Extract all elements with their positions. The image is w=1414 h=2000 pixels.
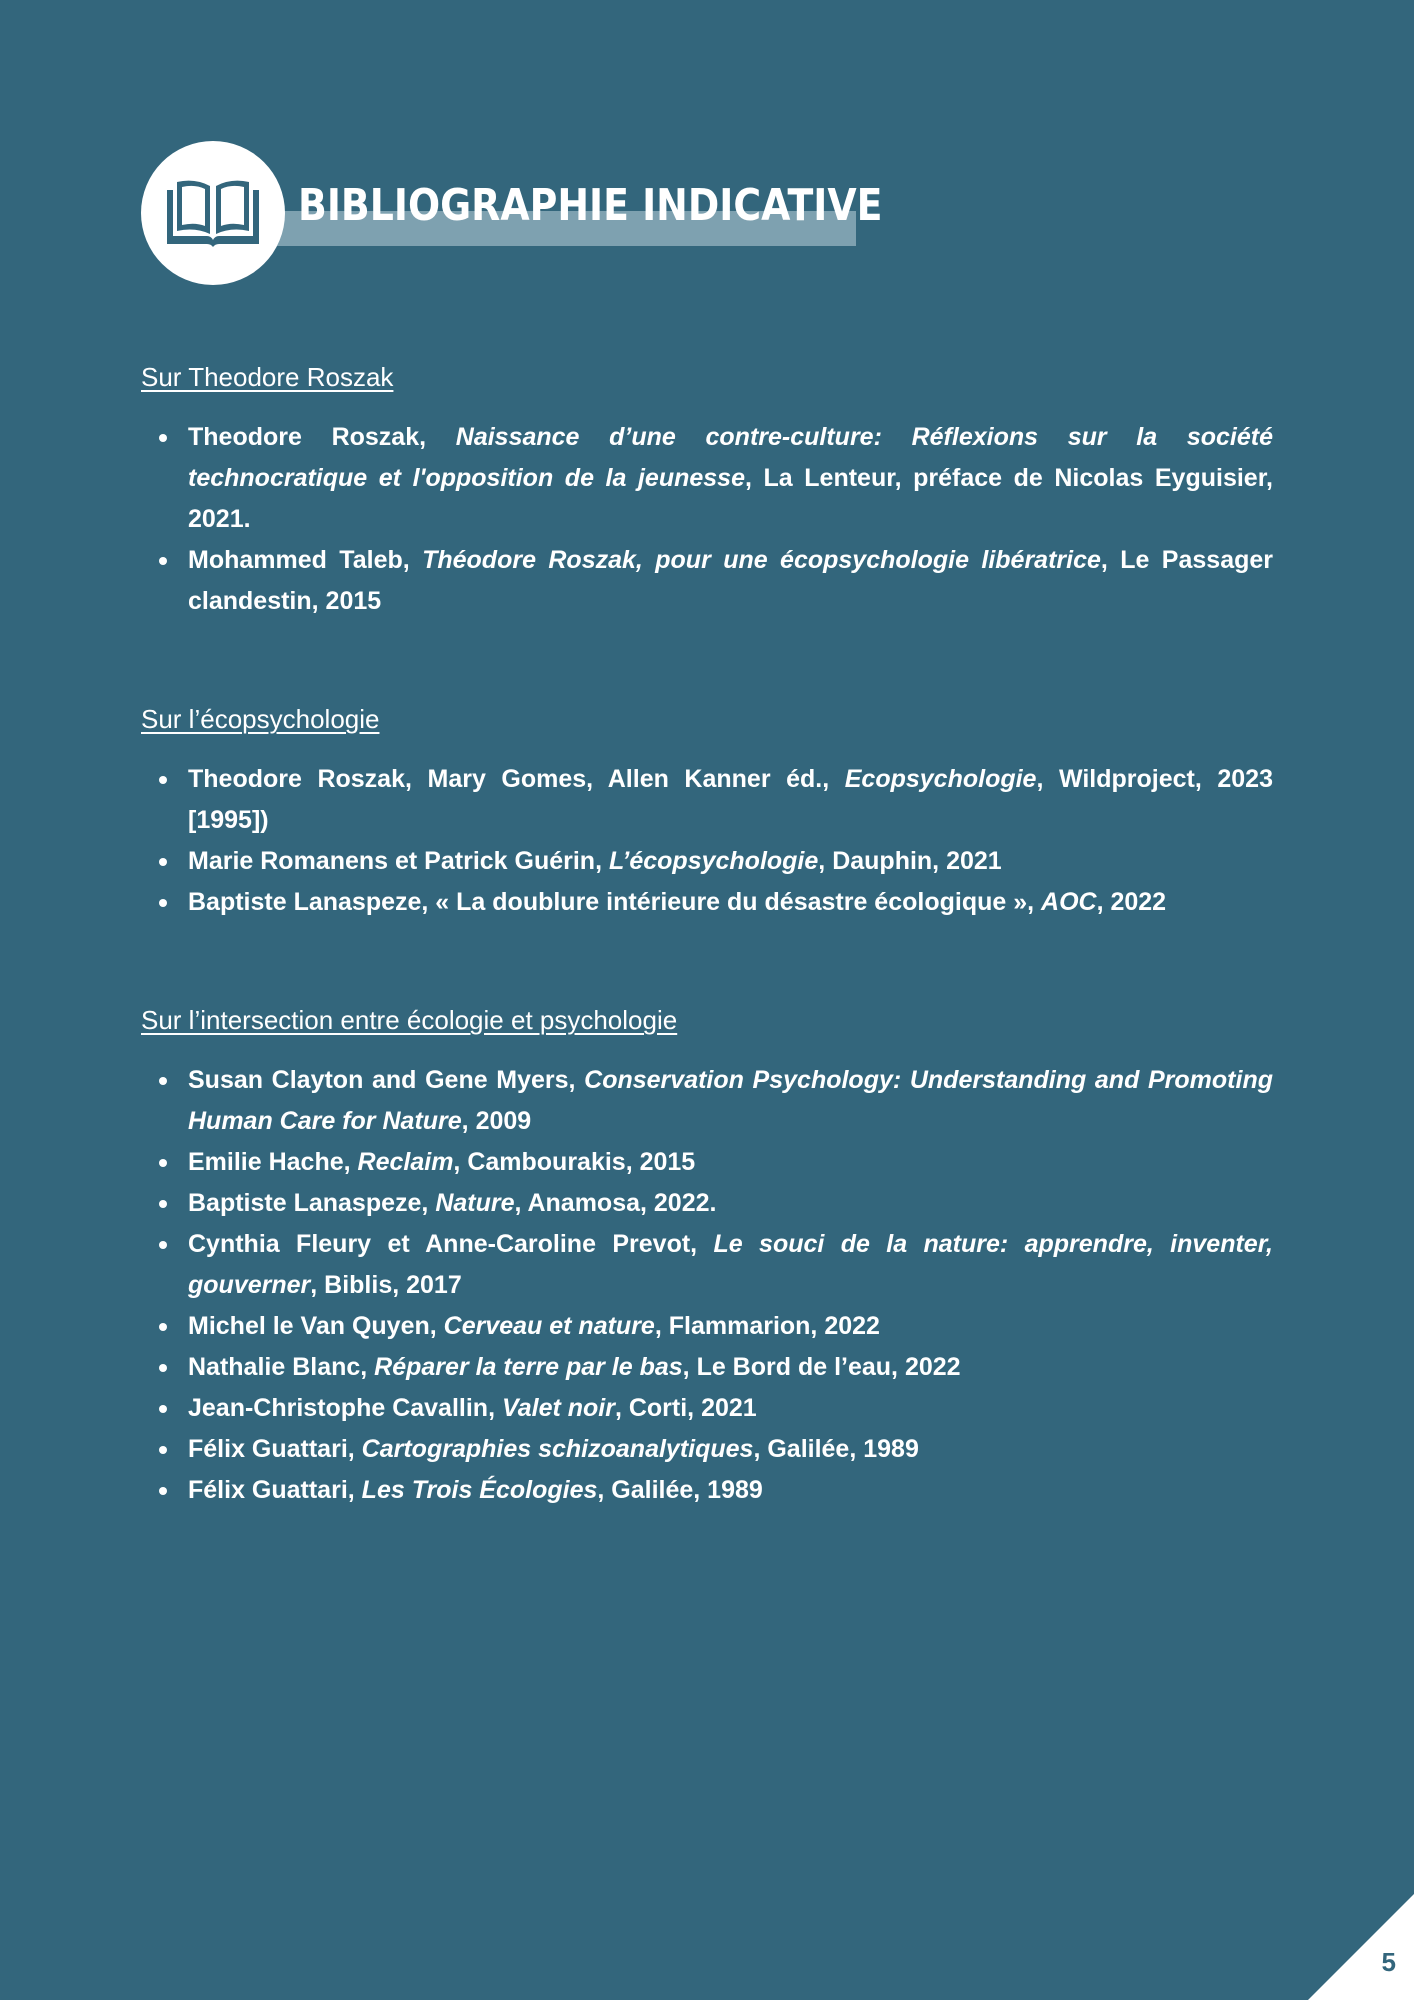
ref-work: Valet noir <box>501 1394 615 1422</box>
bullet-icon <box>159 1487 167 1495</box>
list-item <box>141 1347 1273 1388</box>
book-icon-badge <box>141 141 285 285</box>
list-item <box>141 1388 1273 1429</box>
ref-details: , Wildproject, 2023 [1995]) <box>188 765 1273 834</box>
list-item <box>141 540 1273 622</box>
bullet-icon <box>159 1241 167 1249</box>
ref-author: Baptiste Lanaspeze, <box>188 1189 436 1217</box>
ref-work: Cartographies schizoanalytiques <box>361 1435 754 1463</box>
bullet-icon <box>159 1446 167 1454</box>
page-header <box>141 141 883 285</box>
list-item <box>141 759 1273 841</box>
ref-details: , Le Passager clandestin, 2015 <box>188 546 1273 615</box>
ref-author: Jean-Christophe Cavallin, <box>188 1394 502 1422</box>
ref-work: Théodore Roszak, pour une écopsychologie libératrice <box>422 546 1101 574</box>
section-intersection <box>141 1000 1273 1511</box>
list-item <box>141 1224 1273 1306</box>
ref-work: Conservation Psychology: Understanding and Promoting Human Care for Nature <box>188 1066 1273 1135</box>
ref-details: , 2022 <box>1096 888 1167 916</box>
list-item <box>141 1429 1273 1470</box>
ref-details: , Dauphin, 2021 <box>818 847 1002 875</box>
bullet-icon <box>159 1159 167 1167</box>
bullet-icon <box>159 1200 167 1208</box>
bullet-icon <box>159 557 167 565</box>
section-title: Sur l’intersection entre écologie et psychologie <box>141 1005 678 1035</box>
open-book-icon <box>165 178 261 248</box>
bullet-icon <box>159 1323 167 1331</box>
ref-author: Susan Clayton and Gene Myers, <box>188 1066 585 1094</box>
page-title: BIBLIOGRAPHIE INDICATIVE <box>298 180 883 231</box>
ref-work: L’écopsychologie <box>608 847 819 875</box>
ref-author: Marie Romanens et Patrick Guérin, <box>188 847 609 875</box>
ref-author: Emilie Hache, <box>188 1148 358 1176</box>
bullet-icon <box>159 1364 167 1372</box>
ref-author: Theodore Roszak, Mary Gomes, Allen Kanner éd., <box>188 765 845 793</box>
bullet-icon <box>159 899 167 907</box>
list-item <box>141 417 1273 540</box>
list-item <box>141 841 1273 882</box>
ref-author: Theodore Roszak, <box>188 423 456 451</box>
list-item <box>141 882 1273 923</box>
ref-author: Félix Guattari, <box>188 1476 362 1504</box>
ref-author: Cynthia Fleury et Anne-Caroline Prevot, <box>188 1230 714 1258</box>
bibliography-content <box>141 357 1273 1588</box>
ref-details: , Anamosa, 2022. <box>514 1189 717 1217</box>
section-ecopsychologie <box>141 699 1273 923</box>
ref-details: , Biblis, 2017 <box>310 1271 462 1299</box>
list-item <box>141 1470 1273 1511</box>
ref-author: Baptiste Lanaspeze, « La doublure intérieure du désastre écologique », <box>188 888 1042 916</box>
ref-details: , Galilée, 1989 <box>753 1435 919 1463</box>
ref-work: Cerveau et nature <box>443 1312 655 1340</box>
ref-details: , Flammarion, 2022 <box>654 1312 880 1340</box>
bullet-icon <box>159 1077 167 1085</box>
bullet-icon <box>159 858 167 866</box>
reference-list <box>141 417 1273 622</box>
ref-work: AOC <box>1041 888 1097 916</box>
list-item <box>141 1060 1273 1142</box>
ref-author: Félix Guattari, <box>188 1435 362 1463</box>
reference-list <box>141 1060 1273 1511</box>
list-item <box>141 1183 1273 1224</box>
ref-details: , 2009 <box>461 1107 532 1135</box>
reference-list <box>141 759 1273 923</box>
ref-author: Mohammed Taleb, <box>188 546 423 574</box>
ref-work: Le souci de la nature: apprendre, inventer, gouverner <box>188 1230 1273 1299</box>
ref-author: Nathalie Blanc, <box>188 1353 375 1381</box>
page-number: 5 <box>1381 1947 1396 1977</box>
bullet-icon <box>159 1405 167 1413</box>
ref-author: Michel le Van Quyen, <box>188 1312 444 1340</box>
list-item <box>141 1142 1273 1183</box>
ref-details: , Galilée, 1989 <box>597 1476 763 1504</box>
ref-work: Ecopsychologie <box>844 765 1037 793</box>
page-corner-triangle <box>1308 1894 1414 2000</box>
section-title: Sur Theodore Roszak <box>141 362 394 392</box>
bullet-icon <box>159 434 167 442</box>
ref-details: , La Lenteur, préface de Nicolas Eyguisier, 2021. <box>188 464 1273 533</box>
ref-work: Les Trois Écologies <box>361 1476 598 1504</box>
ref-details: , Corti, 2021 <box>614 1394 757 1422</box>
ref-details: , Le Bord de l’eau, 2022 <box>682 1353 961 1381</box>
ref-details: , Cambourakis, 2015 <box>453 1148 696 1176</box>
list-item <box>141 1306 1273 1347</box>
section-roszak <box>141 357 1273 622</box>
ref-work: Réparer la terre par le bas <box>374 1353 683 1381</box>
ref-work: Reclaim <box>357 1148 454 1176</box>
ref-work: Naissance d’une contre-culture: Réflexions sur la société technocratique et l'opposition de la jeunesse <box>188 423 1274 492</box>
ref-work: Nature <box>435 1189 515 1217</box>
section-title: Sur l’écopsychologie <box>141 704 380 734</box>
bullet-icon <box>159 776 167 784</box>
